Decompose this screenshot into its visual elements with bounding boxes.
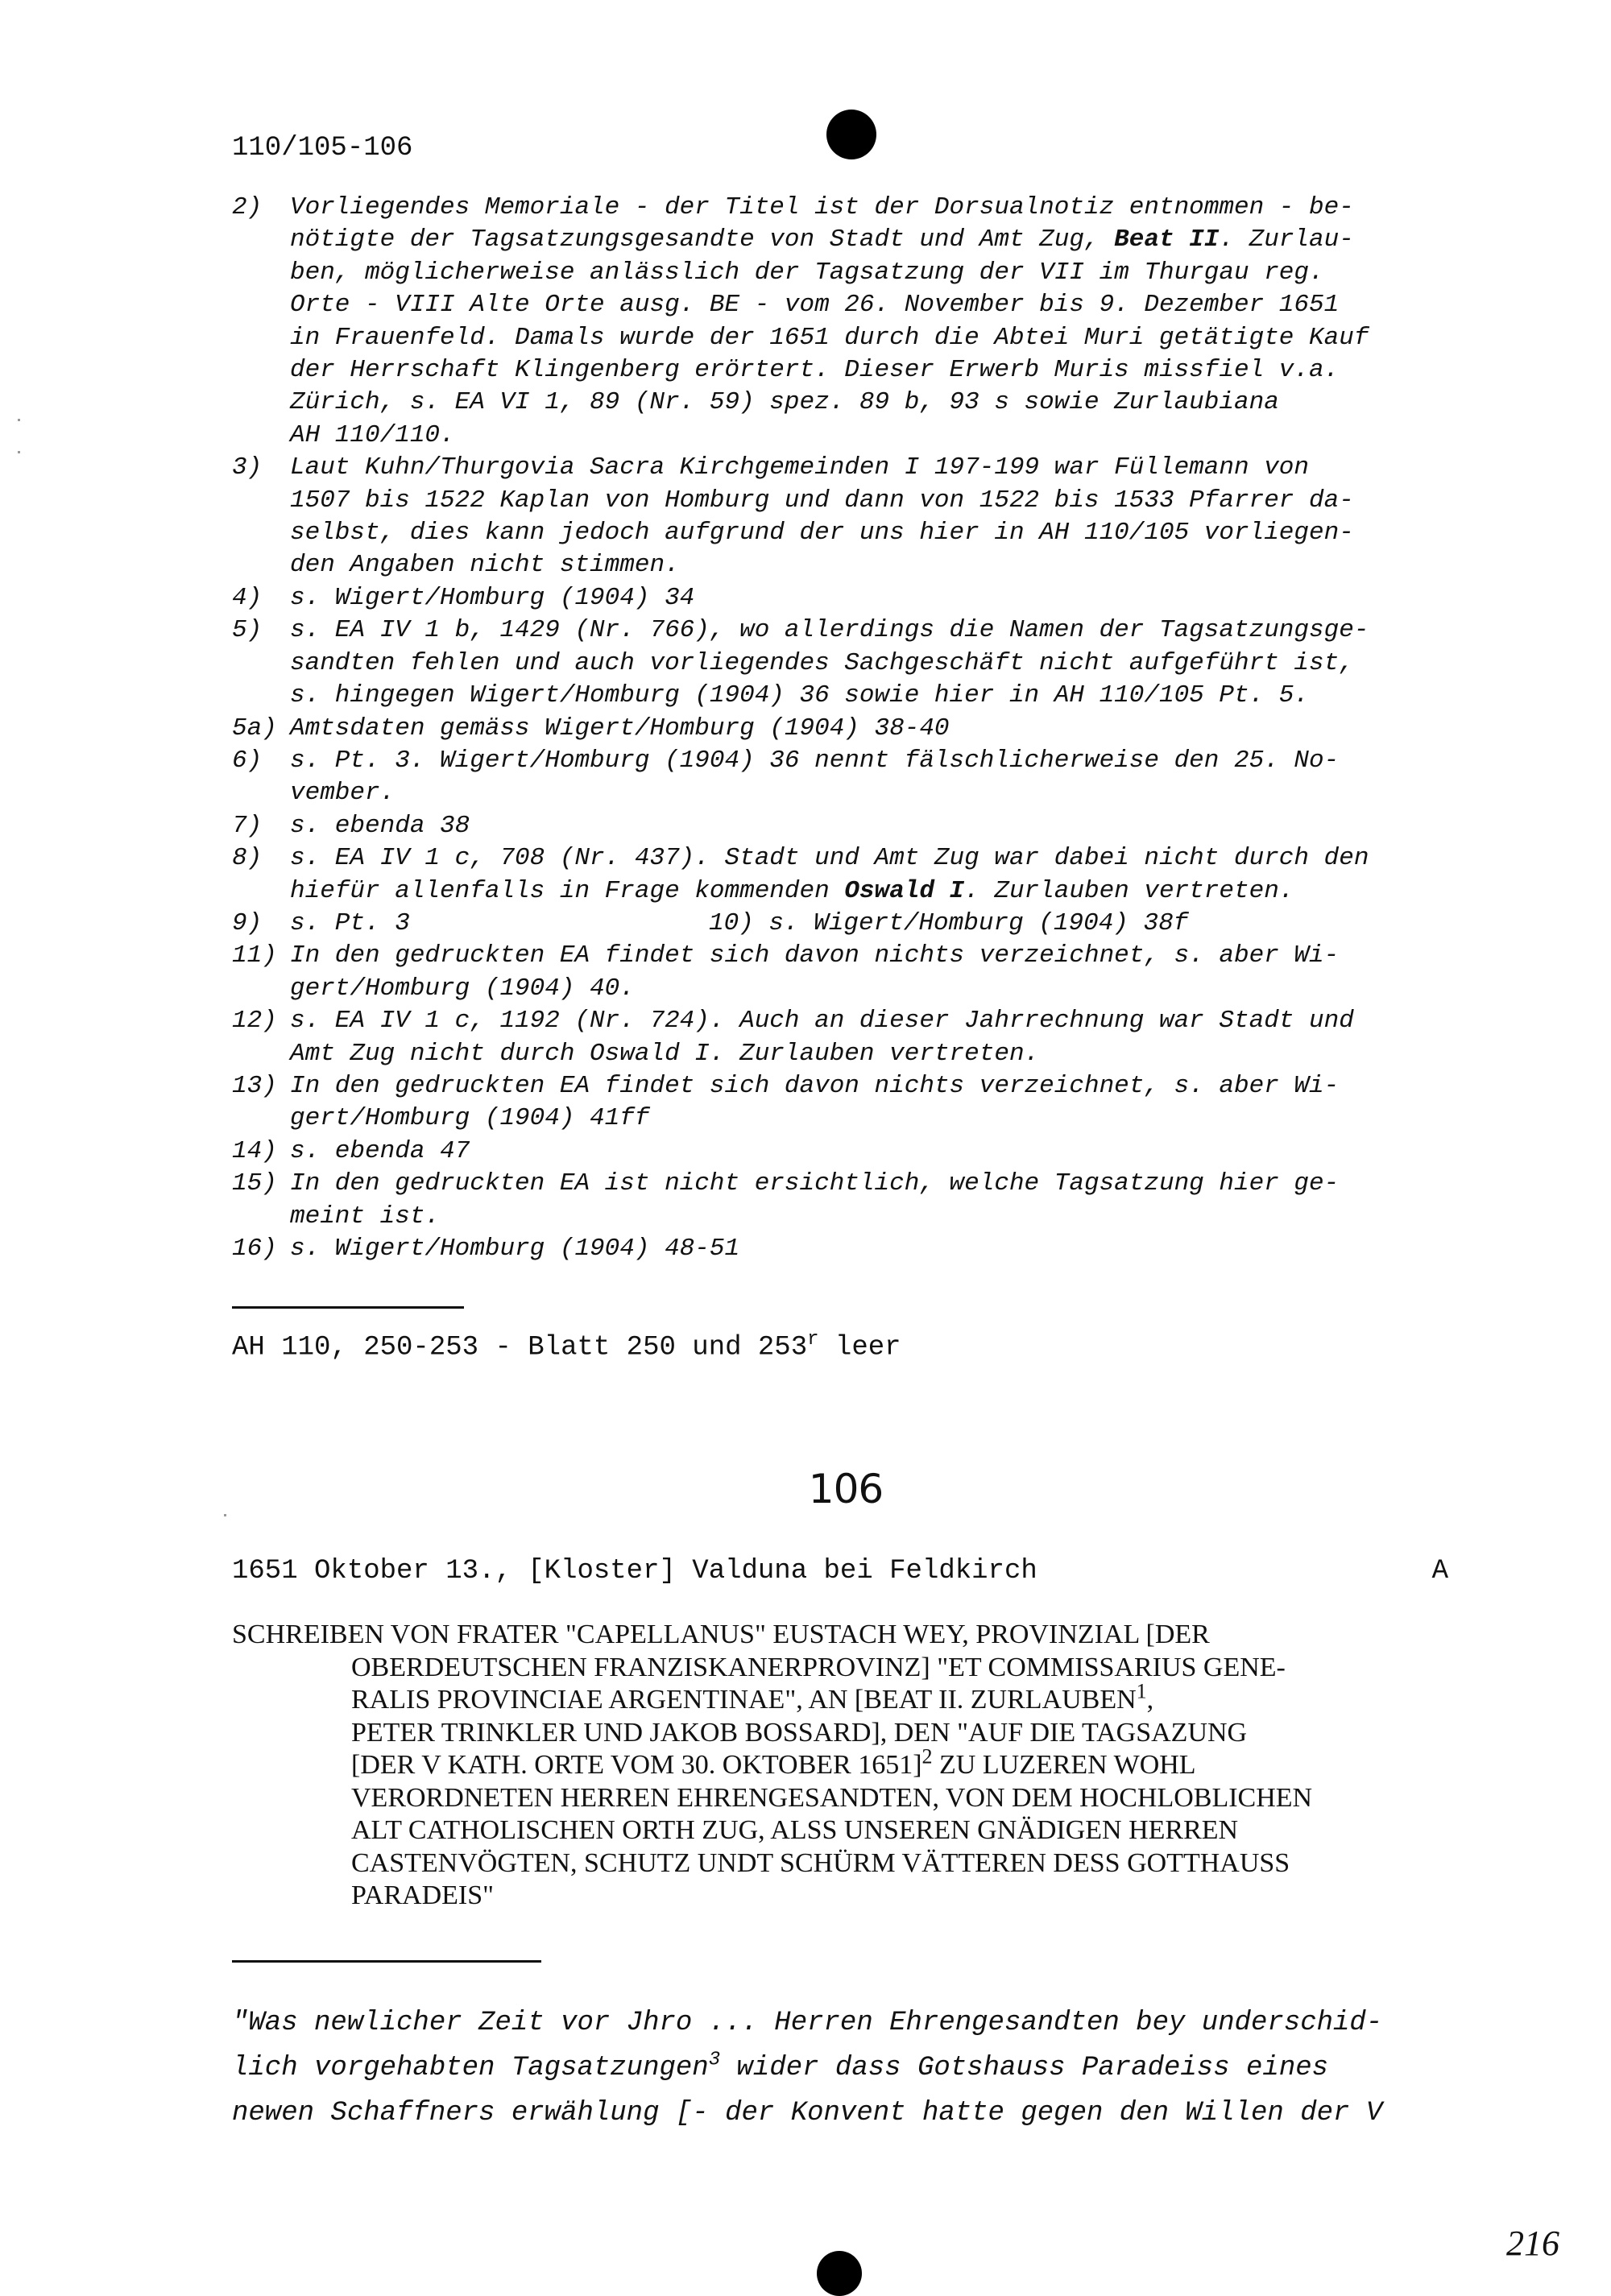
footnote-text: Vorliegendes Memoriale - der Titel ist der Dorsualnotiz entnommen - be- nötigte der Tagsatzungsgesandte von Stadt und Amt Zug, Beat II. Zurlau- ben, möglicherweise anlässlich der Tagsatzung der VII im Thurgau reg. Orte - VIII Alte Orte ausg. BE - vom 26. November bis 9. Dezember 1651 in Frauenfeld. Damals wurde der 1651 durch die Abtei Muri getätigte Kauf der Herrschaft Klingenberg erörtert. Dieser Erwerb Muris missfiel v.a. Zürich, s. EA VI 1, 89 (Nr. 59) spez. 89 b, 93 s sowie Zurlaubiana AH 110/110. <box>290 193 1369 449</box>
footnote-text: s. EA IV 1 c, 708 (Nr. 437). Stadt und Amt Zug war dabei nicht durch den hiefür allenfalls in Frage kommenden Oswald I. Zurlauben vertreten. <box>290 844 1369 905</box>
footnote-item <box>232 452 1464 582</box>
footnote-item <box>232 1233 1464 1265</box>
body-text: "Was newlicher Zeit vor Jhro ... Herren Ehrengesandten bey underschid- lich vorgehabten Tagsatzungen$^3$ wider dass Gotshauss Paradeiss eines newen Schaffners erwählung [- der Konvent hatte gegen den Willen der V <box>232 2008 1383 2128</box>
footnote-item <box>232 810 1464 842</box>
footnote-text: In den gedruckten EA findet sich davon nichts verzeichnet, s. aber Wi- gert/Homburg (1904) 40. <box>290 941 1340 1003</box>
heading-continuation: OBERDEUTSCHEN FRANZISKANERPROVINZ] "ET COMMISSARIUS GENE- RALIS PROVINCIAE ARGENTINAE", AN [BEAT II. ZURLAUBEN$^1$, PETER TRINKLER UND JAKOB BOSSARD], DEN "AUF DIE TAGSAZUNG [DER V KATH. ORTE VOM 30. OKTOBER 1651]$^2$ ZU LUZEREN WOHL VERORDNETEN HERREN EHRENGESANDTEN, VON DEM HOCHLOBLICHEN ALT CATHOLISCHEN ORTH ZUG, ALSS UNSEREN GNÄDIGEN HERREN CASTENVÖGTEN, SCHUTZ UNDT SCHÜRM VÄTTEREN DESS GOTTHAUSS PARADEIS" <box>351 1652 1313 1910</box>
footnote-text: s. ebenda 47 <box>290 1136 470 1165</box>
footnote-text: In den gedruckten EA findet sich davon nichts verzeichnet, s. aber Wi- gert/Homburg (1904) 41ff <box>290 1071 1340 1133</box>
footnote-text: s. Wigert/Homburg (1904) 34 <box>290 583 695 612</box>
document-heading <box>232 1619 1464 1913</box>
dateline <box>232 1556 1448 1587</box>
footnote-bold-name: Beat II <box>1114 225 1220 254</box>
footnote-text: s. EA IV 1 c, 1192 (Nr. 724). Auch an dieser Jahrrechnung war Stadt und Amt Zug nicht durch Oswald I. Zurlauben vertreten. <box>290 1007 1354 1068</box>
footnote-number: 11) <box>232 941 277 970</box>
footnote-bold-name: Oswald I <box>844 876 965 905</box>
footnote-text: s. Wigert/Homburg (1904) 48-51 <box>290 1235 740 1263</box>
page-reference: 110/105-106 <box>232 133 413 163</box>
footnote-item <box>232 745 1464 810</box>
footnote-number: 3) <box>232 453 263 482</box>
footnote-number: 9) <box>232 908 263 937</box>
footnote-item <box>232 842 1464 908</box>
footnote-item <box>232 614 1464 712</box>
handwritten-folio-number: 216 <box>1506 2224 1559 2263</box>
footnote-text: In den gedruckten EA ist nicht ersichtlich, welche Tagsatzung hier ge- meint ist. <box>290 1169 1340 1231</box>
footnote-text: s. Wigert/Homburg (1904) 38f <box>768 908 1189 937</box>
footnote-item <box>232 1005 1464 1070</box>
footnote-number: 8) <box>232 844 263 873</box>
footnote-number: 10) <box>709 908 754 937</box>
footnote-number: 15) <box>232 1169 277 1198</box>
footnote-item <box>232 1136 1464 1168</box>
footnote-item-pair <box>232 908 1464 940</box>
footnote-number: 5a) <box>232 714 277 743</box>
footnote-item <box>232 192 1464 452</box>
scan-speck <box>224 1514 226 1516</box>
footnote-number: 5) <box>232 616 263 645</box>
footnote-item <box>232 582 1464 614</box>
scan-speck <box>18 419 20 421</box>
footnote-text: s. ebenda 38 <box>290 811 470 840</box>
footnotes <box>232 192 1464 1265</box>
document-number: 106 <box>808 1466 884 1512</box>
scan-speck <box>18 451 20 453</box>
source-mark: A <box>1431 1556 1448 1587</box>
footnote-number: 13) <box>232 1071 277 1100</box>
footnote-text: s. Pt. 3. Wigert/Homburg (1904) 36 nennt fälschlicherweise den 25. No- vember. <box>290 746 1340 808</box>
footnote-item <box>232 713 1464 745</box>
footnote-item <box>232 1070 1464 1136</box>
punch-hole-top <box>826 110 876 159</box>
footnote-item <box>232 1168 1464 1233</box>
divider-rule <box>232 1960 541 1963</box>
date-place: 1651 Oktober 13., [Kloster] Valduna bei Feldkirch <box>232 1556 1037 1587</box>
punch-hole-bottom <box>817 2251 862 2296</box>
footnote-text: Laut Kuhn/Thurgovia Sacra Kirchgemeinden I 197-199 war Füllemann von 1507 bis 1522 Kaplan von Homburg und dann von 1522 bis 1533 Pfarrer da- selbst, dies kann jedoch aufgrund der uns hier in AH 110/105 vorliegen- den Angaben nicht stimmen. <box>290 453 1354 580</box>
footnote-number: 12) <box>232 1007 277 1036</box>
footnote-text: s. Pt. 3 <box>290 908 410 937</box>
footnote-text: s. EA IV 1 b, 1429 (Nr. 766), wo allerdings die Namen der Tagsatzungsge- sandten fehlen und auch vorliegendes Sachgeschäft nicht aufgeführt ist, s. hingegen Wigert/Homburg (1904) 36 sowie hier in AH 110/105 Pt. 5. <box>290 616 1369 710</box>
footnote-number: 7) <box>232 811 263 840</box>
footnote-number: 4) <box>232 583 263 612</box>
divider-rule <box>232 1306 464 1309</box>
footnote-number: 16) <box>232 1235 277 1263</box>
footnote-number: 2) <box>232 193 263 221</box>
footnote-number: 6) <box>232 746 263 775</box>
heading-first-line: SCHREIBEN VON FRATER "CAPELLANUS" EUSTACH WEY, PROVINZIAL [DER <box>232 1620 1210 1649</box>
footnote-text: Amtsdaten gemäss Wigert/Homburg (1904) 38-40 <box>290 714 950 743</box>
footnote-item <box>232 940 1464 1005</box>
source-line: AH 110, 250-253 - Blatt 250 und 253$^r$ leer <box>232 1329 901 1363</box>
footnote-number: 14) <box>232 1136 277 1165</box>
